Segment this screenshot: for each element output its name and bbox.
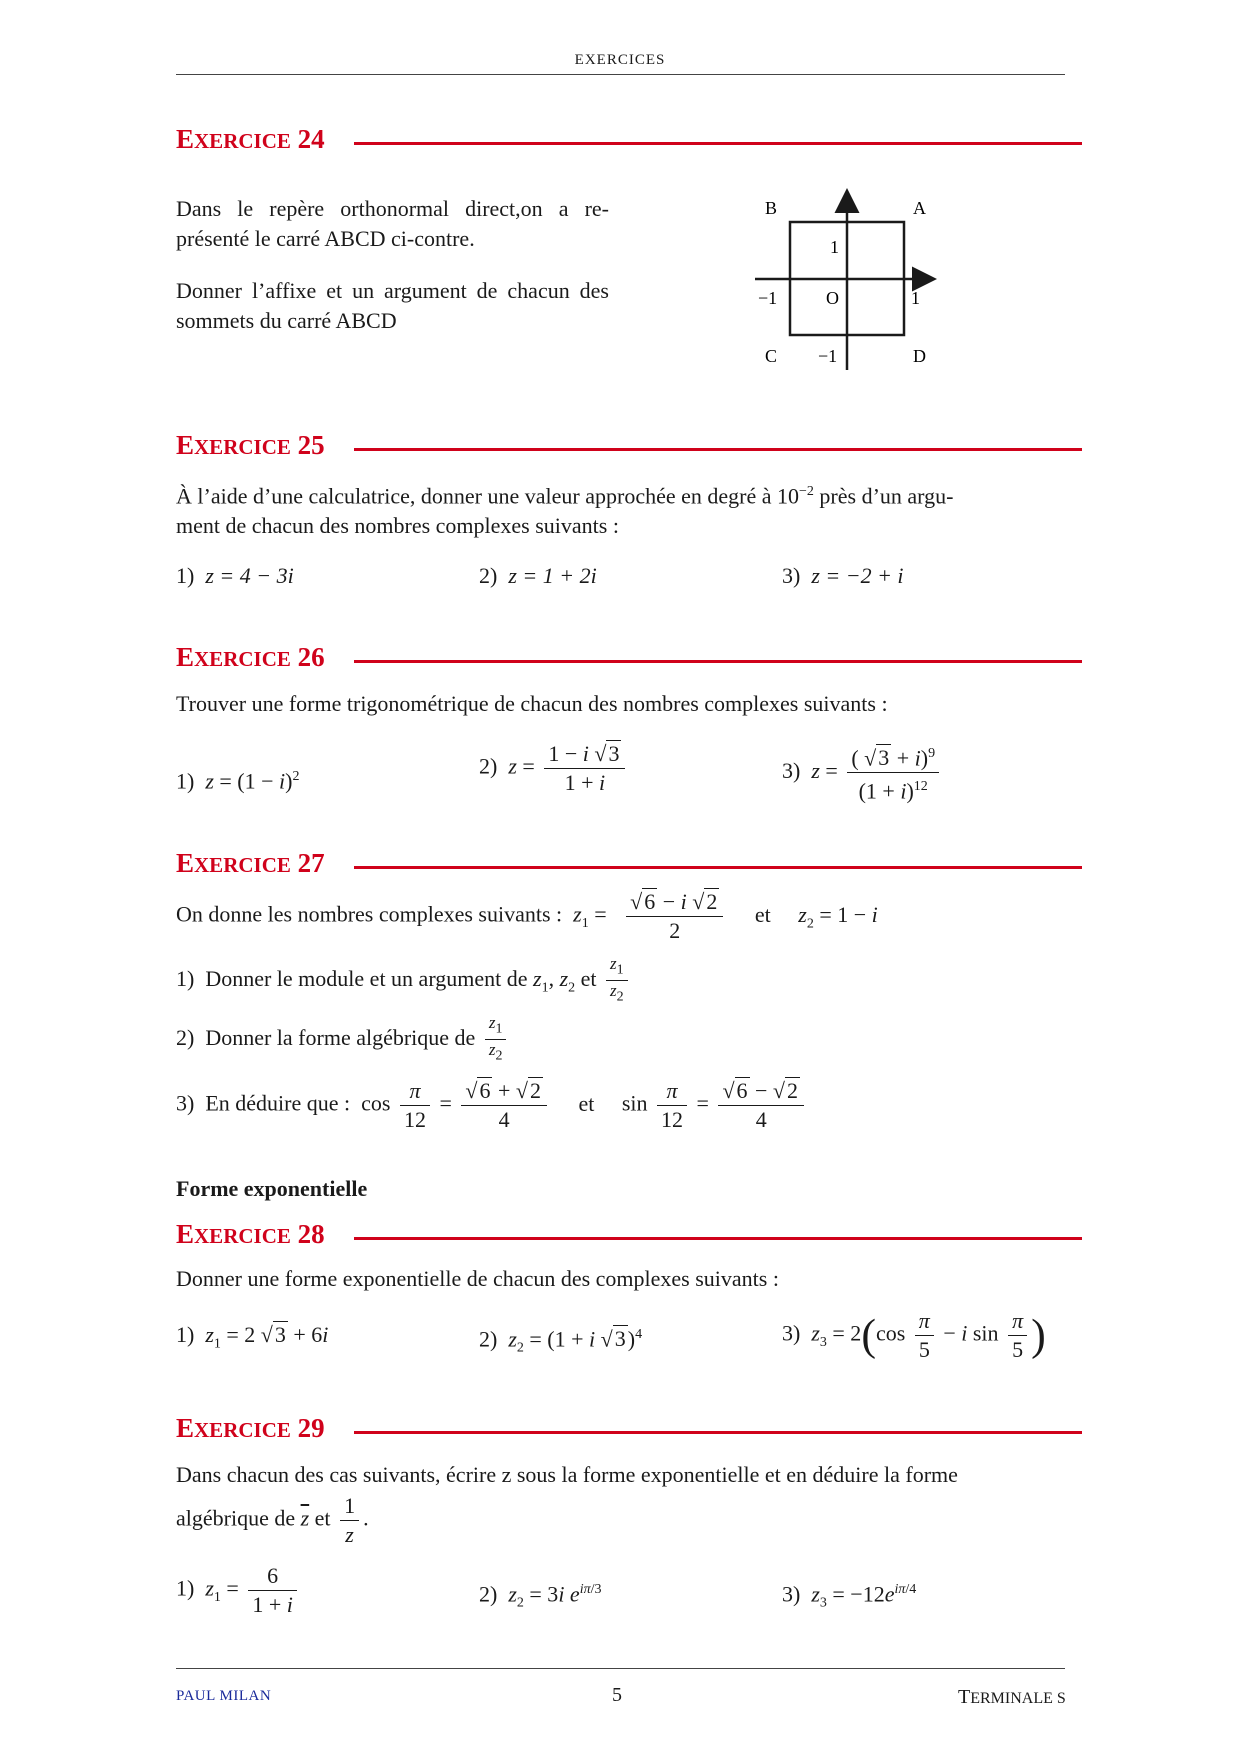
label-a: A [913, 198, 926, 218]
exercise-25-title: EXERCICE 25 [176, 430, 325, 460]
exercise-28-title: EXERCICE 28 [176, 1219, 325, 1249]
exercise-26-q2: 2) z = $\frac{1 - i √3}{1 + i}$ [479, 740, 629, 797]
exercise-25-text: À l’aide d’une calculatrice, donner une valeur approchée en degré à $10^{-2}$ près d’un argu- ment de chacun des nombres complexes suivants : [176, 483, 954, 539]
fraction: $\frac{z_1}{z_2}$ [485, 1013, 507, 1067]
footer-page-number: 5 [612, 1684, 622, 1706]
label-d: D [913, 346, 926, 366]
exercise-28-rule [354, 1237, 1082, 1240]
exercise-26-text: Trouver une forme trigonométrique de chacun des nombres complexes suivants : [176, 691, 888, 716]
exercise-26-q1: 1) $z = (1 - i)^2$ [176, 768, 300, 794]
exercise-24-text-2: Donner l’affixe et un argument de chacun des sommets du carré ABCD [176, 278, 609, 333]
exercise-26-q3: 3) z = $\frac{( √3 + i)^9}{(1 + i)^{12}}$ [782, 740, 943, 806]
exercise-25-q3: 3) z = −2 + i [782, 563, 904, 588]
header-rule [176, 74, 1065, 75]
exercise-28-text: Donner une forme exponentielle de chacun des complexes suivants : [176, 1266, 779, 1291]
exercise-24-rule [354, 142, 1082, 145]
fraction: $\frac{( √3 + i)^9}{(1 + i)^{12}}$ [847, 740, 939, 806]
fraction: $\frac{\pi}{5}$ [1008, 1307, 1027, 1364]
exercise-28-q2: 2) $z_2 = (1 + i$ √3)$^4$ [479, 1326, 643, 1356]
exercise-29-q2: 2) $z_2 = 3i$ $e^{i\pi/3}$ [479, 1581, 602, 1611]
label-minus-one-x: −1 [758, 288, 778, 308]
exercise-29-text-2: algébrique de $\overline{z}$ et $\frac{1}{z}$ . [176, 1493, 369, 1547]
square-abcd-figure [740, 185, 950, 375]
fraction: $\frac{√6 + √2}{4}$ [461, 1077, 547, 1134]
exercise-27-q3: 3) En déduire que : cos $\frac{\pi}{12}$ = $\frac{√6 + √2}{4}$ et sin $\frac{\pi}{12}$ = $\frac{√6 - √2}{4}$ [176, 1077, 808, 1134]
exercise-29-q3: 3) $z_3 = -12e^{i\pi/4}$ [782, 1581, 917, 1611]
footer-author: PAUL MILAN [176, 1688, 272, 1704]
section-title: Forme exponentielle [176, 1176, 368, 1201]
exercise-26-title: EXERCICE 26 [176, 642, 325, 672]
page-header: EXERCICES [574, 52, 666, 68]
exercise-26-rule [354, 660, 1082, 663]
footer-class: TERMINALE S [958, 1686, 1066, 1708]
exercise-27-title: EXERCICE 27 [176, 848, 325, 878]
fraction: $\frac{\pi}{12}$ [400, 1077, 430, 1134]
exercise-29-title: EXERCICE 29 [176, 1413, 325, 1443]
exercise-27-intro: On donne les nombres complexes suivants : $z_1$ = $\frac{√6 - i √2}{2}$ et $z_2 = 1 - i$ [176, 889, 878, 943]
label-one-y: 1 [830, 237, 839, 257]
fraction: $\frac{\pi}{12}$ [657, 1077, 687, 1134]
fraction: $\frac{1 - i √3}{1 + i}$ [544, 740, 625, 797]
label-c: C [765, 346, 778, 366]
exercise-29-rule [354, 1431, 1082, 1434]
exercise-27-rule [354, 866, 1082, 869]
exercise-25-rule [354, 448, 1082, 451]
exercise-24-title: EXERCICE 24 [176, 124, 325, 154]
fraction: $\frac{√6 - i √2}{2}$ [626, 888, 723, 945]
exercise-25-q2: 2) z = 1 + 2i [479, 563, 597, 588]
footer-rule [176, 1668, 1065, 1669]
fraction: $\frac{√6 - √2}{4}$ [718, 1077, 804, 1134]
fraction: $\frac{1}{z}$ [340, 1492, 359, 1549]
exercise-25-q1: 1) z = 4 − 3i [176, 563, 294, 588]
fraction: $\frac{\pi}{5}$ [915, 1307, 934, 1364]
exercise-24-text-1: Dans le repère orthonormal direct,on a re-présenté le carré ABCD ci-contre. [176, 196, 609, 251]
exercise-29-text-1: Dans chacun des cas suivants, écrire z sous la forme exponentielle et en déduire la forme [176, 1462, 958, 1487]
exercise-28-q1: 1) $z_1 = 2$ √3 + 6i [176, 1322, 329, 1352]
exercise-27-q1: 1) Donner le module et un argument de $z_1$, $z_2$ et $\frac{z_1}{z_2}$ [176, 954, 632, 1008]
exercise-29-q1: 1) $z_1$ = $\frac{6}{1 + i}$ [176, 1562, 301, 1619]
label-o: O [826, 288, 839, 308]
exercise-28-q3: 3) $z_3 = 2(\cos$ $\frac{\pi}{5}$ − i sin $\frac{\pi}{5}$ ) [782, 1308, 1046, 1362]
exercise-27-q2: 2) Donner la forme algébrique de $\frac{z_1}{z_2}$ [176, 1013, 510, 1067]
label-minus-one-y: −1 [818, 346, 838, 366]
fraction: $\frac{z_1}{z_2}$ [606, 954, 628, 1008]
fraction: $\frac{6}{1 + i}$ [248, 1562, 297, 1619]
label-b: B [765, 198, 778, 218]
label-one-x: 1 [911, 288, 920, 308]
